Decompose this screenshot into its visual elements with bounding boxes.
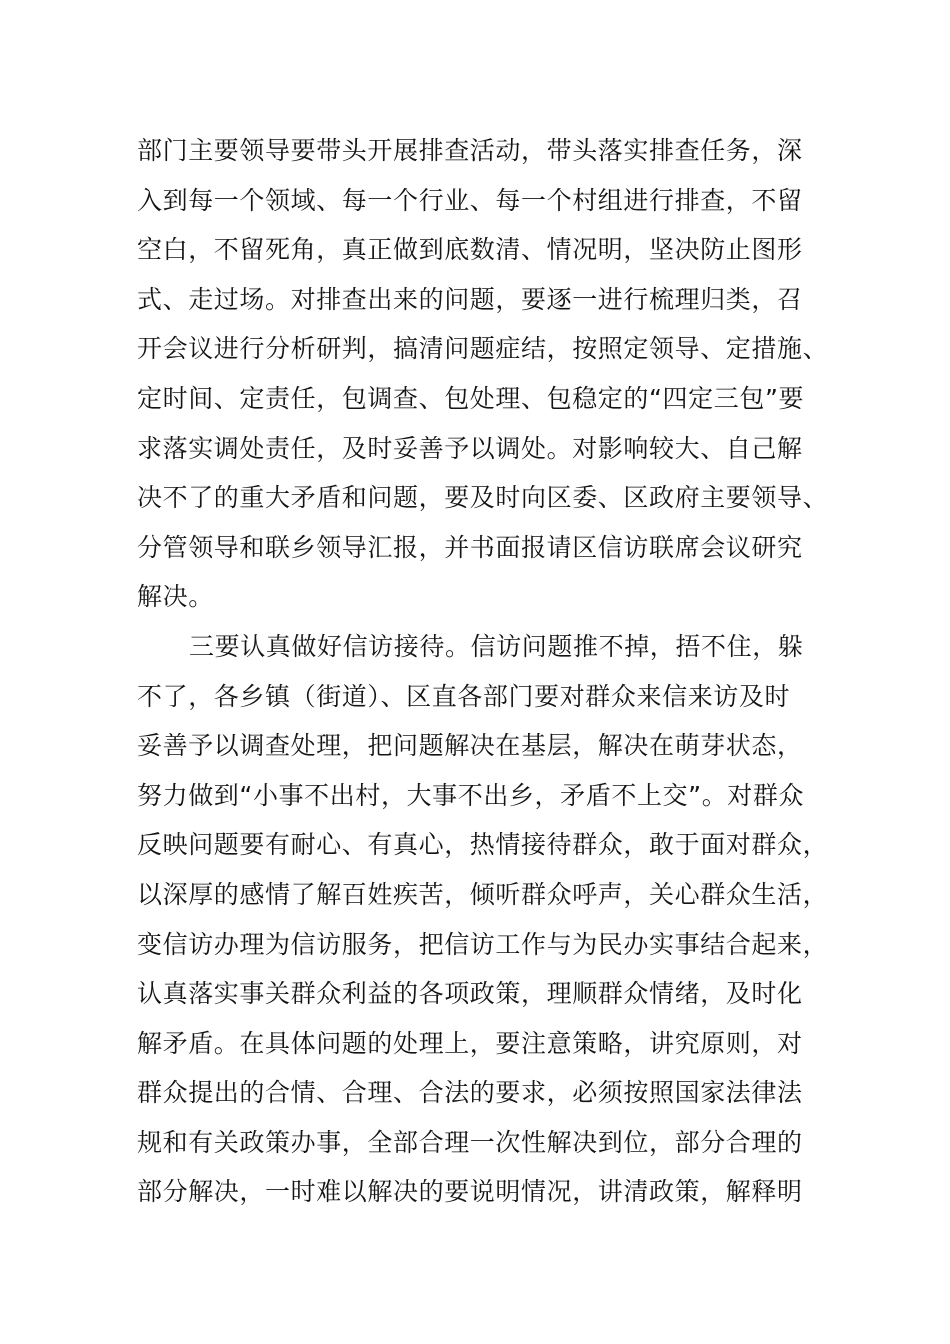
text-line: 认真落实事关群众利益的各项政策，理顺群众情绪，及时化 bbox=[137, 979, 803, 1009]
text-line: 空白，不留死角，真正做到底数清、情况明，坚决防止图形 bbox=[137, 235, 803, 265]
text-line: 入到每一个领域、每一个行业、每一个村组进行排查，不留 bbox=[137, 185, 803, 215]
text-line: 规和有关政策办事，全部合理一次性解决到位，部分合理的 bbox=[137, 1127, 803, 1157]
text-line: 分管领导和联乡领导汇报，并书面报请区信访联席会议研究 bbox=[137, 532, 803, 562]
text-line: 解决。 bbox=[137, 582, 214, 612]
text-line: 求落实调处责任，及时妥善予以调处。对影响较大、自己解 bbox=[137, 433, 803, 463]
text-line: 部分解决，一时难以解决的要说明情况，讲清政策，解释明 bbox=[137, 1177, 803, 1207]
text-line: 开会议进行分析研判，搞清问题症结，按照定领导、定措施、 bbox=[137, 334, 829, 364]
text-line: 变信访办理为信访服务，把信访工作与为民办实事结合起来， bbox=[137, 929, 829, 959]
text-line: 部门主要领导要带头开展排查活动，带头落实排查任务，深 bbox=[137, 136, 803, 165]
text-line: 决不了的重大矛盾和问题，要及时向区委、区政府主要领导、 bbox=[137, 483, 829, 513]
text-line: 群众提出的合情、合理、合法的要求，必须按照国家法律法 bbox=[137, 1078, 803, 1108]
text-line: 解矛盾。在具体问题的处理上，要注意策略，讲究原则，对 bbox=[137, 1028, 803, 1058]
document-body bbox=[137, 126, 837, 1217]
text-line: 不了，各乡镇（街道）、区直各部门要对群众来信来访及时 bbox=[137, 681, 791, 711]
text-line: 反映问题要有耐心、有真心，热情接待群众，敢于面对群众， bbox=[137, 830, 829, 860]
text-line: 努力做到“小事不出村，大事不出乡，矛盾不上交”。对群众 bbox=[137, 780, 805, 810]
text-line: 定时间、定责任，包调查、包处理、包稳定的“四定三包”要 bbox=[137, 383, 805, 413]
text-line: 以深厚的感情了解百姓疾苦，倾听群众呼声，关心群众生活， bbox=[137, 879, 829, 909]
text-line: 式、走过场。对排查出来的问题，要逐一进行梳理归类，召 bbox=[137, 284, 803, 314]
text-line: 妥善予以调查处理，把问题解决在基层，解决在萌芽状态， bbox=[137, 731, 803, 761]
paragraph-first-line: 三要认真做好信访接待。信访问题推不掉，捂不住，躲 bbox=[189, 631, 804, 661]
